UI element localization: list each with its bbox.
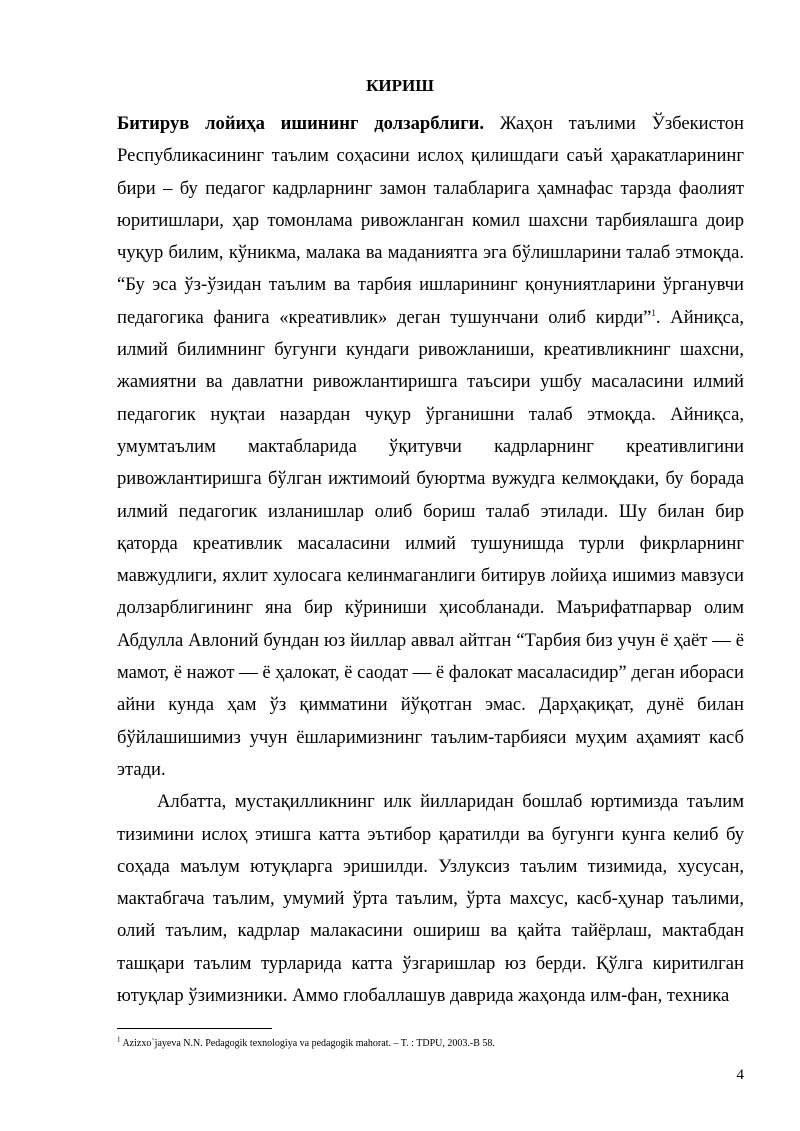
- paragraph-text-part-b: . Айниқса, илмий билимнинг бугунги кундаги ривожланиши, креативликнинг шахсни, жамиятни ва давлатни ривожлантиришга таъсири ушбу масаласини илмий педагогик нуқтаи назардан чуқур ўрганишни талаб этмоқда. Айниқса, умумтаълим мактабларида ўқитувчи кадрларнинг креативлигини ривожлантиришга бўлган ижтимоий буюртма вужудга келмоқдаки, бу борада илмий педагогик изланишлар олиб бориш талаб этилади. Шу билан бир қаторда креативлик масаласини илмий тушунишда турли фикрларнинг мавжудлиги, яхлит хулосага келинмаганлиги битирув лойиҳа ишимиз мавзуси долзарблигининг яна бир кўриниши ҳисобланади. Маърифатпарвар олим Абдулла Авлоний бундан юз йиллар аввал айтган “Тарбия биз учун ё ҳаёт — ё мамот, ё нажот — ё ҳалокат, ё саодат — ё фалокат масаласидир” деган ибораси айни кунда ҳам ўз қимматини йўқотган эмас. Дарҳақиқат, дунё билан бўйлашишимиз учун ёшларимизнинг таълим-тарбияси муҳим аҳамият касб этади.: [117, 306, 744, 780]
- footnote-separator: [117, 1028, 272, 1029]
- body-text: [117, 108, 744, 1012]
- paragraph-text-part-a: Жаҳон таълими Ўзбекистон Республикасининг таълим соҳасини ислоҳ қилишдаги саъй ҳаракатларининг бири – бу педагог кадрларнинг замон талабларига ҳамнафас тарзда фаолият юритишлари, ҳар томонлама ривожланган комил шахсни тарбиялашга доир чуқур билим, кўникма, малака ва маданиятга эга бўлишларини талаб этмоқда. “Бу эса ўз-ўзидан таълим ва тарбия ишларининг қонуниятларини ўрганувчи педагогика фанига «креативлик» деган тушунчани олиб кирди”: [117, 113, 744, 328]
- section-heading: КИРИШ: [366, 76, 434, 95]
- paragraph-relevance: [117, 108, 744, 786]
- footnote-marker: 1: [117, 1035, 121, 1044]
- paragraph-reforms: Албатта, мустақилликнинг илк йилларидан бошлаб юртимизда таълим тизимини ислоҳ этишга катта эътибор қаратилди ва бугунги кунга келиб бу соҳада маълум ютуқларга эришилди. Узлуксиз таълим тизимида, хусусан, мактабгача таълим, умумий ўрта таълим, ўрта махсус, касб-ҳунар таълими, олий таълим, кадрлар малакасини ошириш ва қайта тайёрлаш, мактабдан ташқари таълим турларида катта ўзгаришлар юз берди. Қўлга киритилган ютуқлар ўзимизники. Аммо глобаллашув даврида жаҳонда илм-фан, техника: [117, 791, 744, 1007]
- footnote-text: Azizxo`jayeva N.N. Pedagogik texnologiya va pedagogik mahorat. – T. : TDPU, 2003.-B 58.: [122, 1038, 495, 1049]
- paragraph-lead: Битирув лойиҳа ишининг долзарблиги.: [117, 113, 485, 134]
- footnote-reference[interactable]: 1: [651, 307, 656, 318]
- footnote: [117, 1037, 744, 1051]
- page-number: 4: [736, 1067, 744, 1083]
